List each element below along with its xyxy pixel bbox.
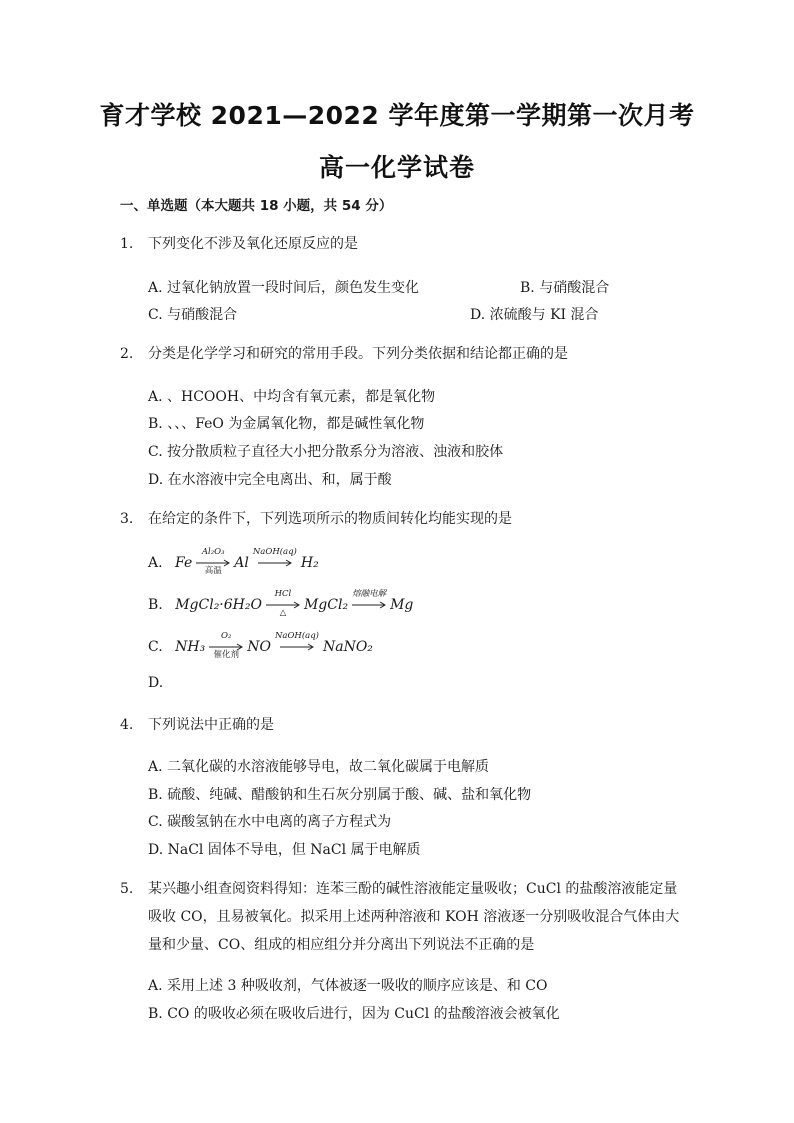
reaction-arrow bbox=[253, 548, 297, 578]
question-stem: 在给定的条件下，下列选项所示的物质间转化均能实现的是 bbox=[148, 511, 512, 527]
question-3 bbox=[120, 505, 680, 533]
reaction-arrow bbox=[266, 590, 300, 620]
question-5 bbox=[120, 875, 690, 959]
species: NO bbox=[247, 639, 271, 655]
option-a: A. 二氧化碳的水溶液能够导电，故二氧化碳属于电解质 bbox=[148, 759, 490, 775]
option-a: A. 采用上述 3 种吸收剂，气体被逐一吸收的顺序应该是、和 CO bbox=[148, 978, 548, 994]
option-a bbox=[148, 548, 319, 578]
exam-subtitle: 高一化学试卷 bbox=[318, 153, 475, 182]
reaction-arrow bbox=[275, 632, 319, 662]
question-number: 3. bbox=[120, 511, 134, 527]
arrow-line bbox=[209, 643, 243, 651]
species: Mg bbox=[390, 597, 414, 613]
arrow-condition-top: HCl bbox=[274, 589, 292, 599]
option-b: B. 与硝酸混合 bbox=[520, 280, 610, 296]
species: NaNO₂ bbox=[322, 639, 373, 655]
question-1 bbox=[120, 230, 680, 258]
option-a: A. 、HCOOH、中均含有氧元素，都是氧化物 bbox=[148, 389, 436, 405]
option-c: C. 与硝酸混合 bbox=[148, 307, 238, 323]
option-label: B. bbox=[148, 597, 163, 613]
stem-line: 吸收 CO，且易被氧化。拟采用上述两种溶液和 KOH 溶液逐一分别吸收混合气体由大 bbox=[148, 909, 680, 925]
arrow-condition-top: O₂ bbox=[221, 631, 232, 641]
reaction-arrow bbox=[209, 632, 243, 662]
question-number: 5. bbox=[120, 881, 134, 897]
conversion-equation bbox=[175, 548, 319, 578]
arrow-condition-bottom: △ bbox=[279, 608, 287, 618]
option-label: C. bbox=[148, 639, 163, 655]
arrow-condition-bottom: 催化剂 bbox=[213, 650, 239, 660]
option-c: C. 按分散质粒子直径大小把分散系分为溶液、浊液和胶体 bbox=[148, 444, 504, 460]
option-b bbox=[148, 590, 413, 620]
question-stem: 下列说法中正确的是 bbox=[148, 717, 274, 733]
question-stem: 分类是化学学习和研究的常用手段。下列分类依据和结论都正确的是 bbox=[148, 346, 568, 362]
arrow-line bbox=[196, 559, 230, 567]
question-4 bbox=[120, 711, 680, 739]
species: NH₃ bbox=[175, 639, 206, 655]
species: Al bbox=[234, 555, 249, 571]
conversion-equation bbox=[175, 590, 413, 620]
arrow-condition-bottom: 高温 bbox=[204, 566, 222, 576]
arrow-line bbox=[266, 601, 300, 609]
exam-title: 育才学校 2021—2022 学年度第一学期第一次月考 bbox=[99, 101, 695, 130]
option-d: D. 在水溶液中完全电离出、和，属于酸 bbox=[148, 472, 392, 488]
species: H₂ bbox=[300, 555, 319, 571]
question-2 bbox=[120, 340, 680, 368]
arrow-line bbox=[352, 601, 386, 609]
option-c bbox=[148, 632, 373, 662]
species: Fe bbox=[175, 555, 193, 571]
arrow-line bbox=[280, 643, 314, 651]
arrow-line bbox=[258, 559, 292, 567]
question-number: 4. bbox=[120, 717, 134, 733]
option-b: B. CO 的吸收必须在吸收后进行，因为 CuCl 的盐酸溶液会被氧化 bbox=[148, 1006, 560, 1022]
reaction-arrow bbox=[196, 548, 230, 578]
option-label: A. bbox=[148, 555, 163, 571]
arrow-condition-top: NaOH(aq) bbox=[274, 631, 319, 641]
option-d: D. NaCl 固体不导电，但 NaCl 属于电解质 bbox=[148, 842, 421, 858]
stem-line: 某兴趣小组查阅资料得知：连苯三酚的碱性溶液能定量吸收；CuCl 的盐酸溶液能定量 bbox=[148, 881, 678, 897]
option-b: B. 硫酸、纯碱、醋酸钠和生石灰分别属于酸、碱、盐和氧化物 bbox=[148, 787, 532, 803]
option-d: D. 浓硫酸与 KI 混合 bbox=[470, 307, 599, 323]
reaction-arrow bbox=[352, 590, 386, 620]
question-number: 2. bbox=[120, 346, 134, 362]
species: MgCl₂ bbox=[303, 597, 349, 613]
question-stem: 下列变化不涉及氧化还原反应的是 bbox=[148, 236, 358, 252]
option-c: C. 碳酸氢钠在水中电离的离子方程式为 bbox=[148, 814, 392, 830]
option-a: A. 过氧化钠放置一段时间后，颜色发生变化 bbox=[148, 280, 420, 296]
arrow-condition-top: 熔融电解 bbox=[352, 589, 387, 599]
option-b: B. 、、、FeO 为金属氧化物，都是碱性氧化物 bbox=[148, 416, 425, 432]
arrow-condition-top: Al₂O₃ bbox=[201, 547, 225, 557]
option-d: D. bbox=[148, 675, 164, 691]
arrow-condition-top: NaOH(aq) bbox=[252, 547, 297, 557]
stem-line: 量和少量、CO、组成的相应组分并分离出下列说法不正确的是 bbox=[148, 937, 535, 953]
section-heading: 一、单选题（本大题共 18 小题，共 54 分） bbox=[120, 198, 393, 214]
question-stem bbox=[148, 875, 690, 959]
conversion-equation bbox=[175, 632, 373, 662]
species: MgCl₂·6H₂O bbox=[175, 597, 262, 613]
question-number: 1. bbox=[120, 236, 134, 252]
